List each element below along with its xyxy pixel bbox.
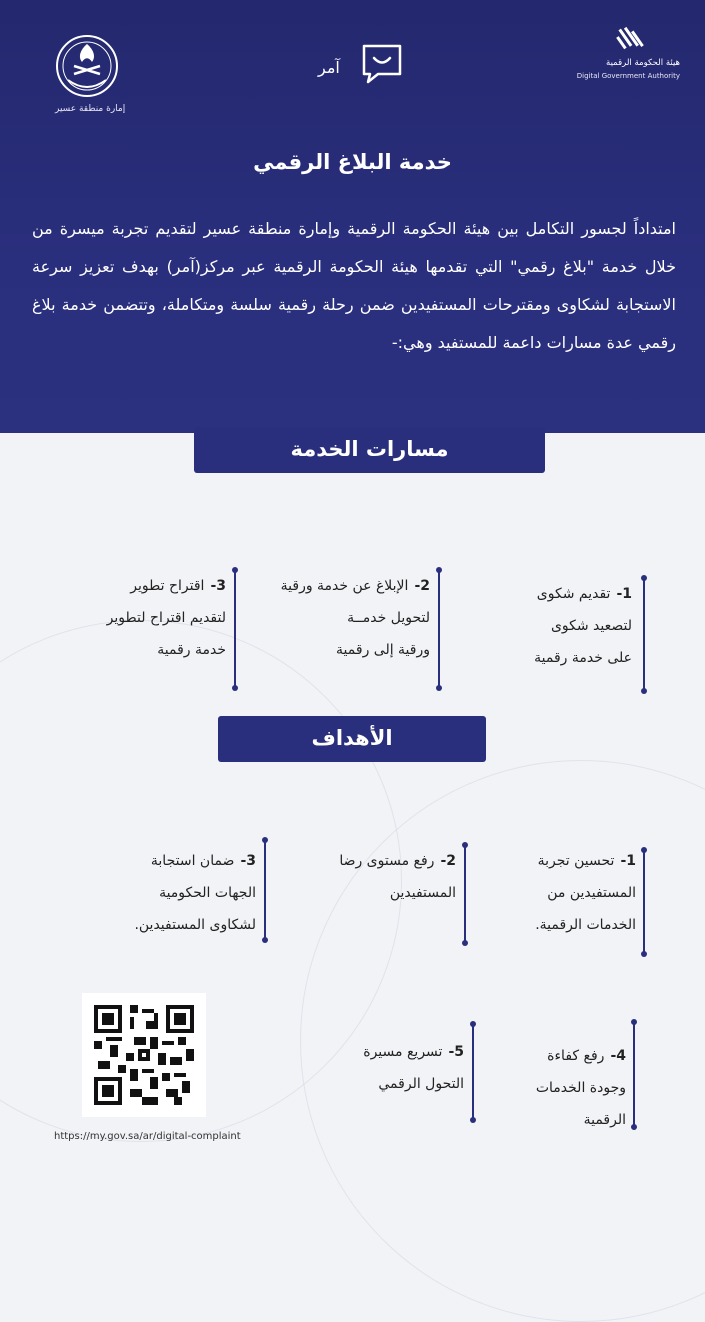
- goal-item-3: [56, 845, 256, 941]
- emblem-caption: إمارة منطقة عسير: [55, 104, 126, 114]
- goal-title: تحسين تجربة: [537, 853, 615, 869]
- goal-item-4: [470, 1040, 626, 1136]
- divider-line: [643, 850, 645, 954]
- qr-code[interactable]: [82, 993, 206, 1117]
- page-title: خدمة البلاغ الرقمي: [253, 150, 452, 174]
- dga-english-name: Digital Government Authority: [576, 72, 680, 80]
- dga-logo-icon: [580, 22, 680, 92]
- goals-heading: الأهداف: [218, 716, 486, 762]
- path-line: ورقية إلى رقمية: [336, 642, 430, 658]
- goal-title: رفع كفاءة: [547, 1048, 605, 1064]
- amr-label: آمر: [318, 58, 340, 77]
- path-line: لتحويل خدمــة: [347, 610, 430, 626]
- path-title: اقتراح تطوير: [130, 578, 205, 594]
- service-url[interactable]: https://my.gov.sa/ar/digital-complaint: [54, 1131, 241, 1142]
- path-item-3: [60, 570, 226, 666]
- path-line: خدمة رقمية: [157, 642, 226, 658]
- divider-line: [472, 1024, 474, 1120]
- path-item-1: [480, 578, 632, 674]
- goal-title: ضمان استجابة: [150, 853, 235, 869]
- goal-number: 3-: [240, 853, 256, 869]
- goal-title: رفع مستوى رضا: [339, 853, 435, 869]
- goal-line: المستفيدين من: [547, 885, 636, 901]
- goal-number: 5-: [448, 1044, 464, 1060]
- paths-heading: مسارات الخدمة: [194, 427, 545, 473]
- goal-line: الرقمية: [583, 1112, 626, 1128]
- path-number: 1-: [616, 586, 632, 602]
- path-title: تقديم شكوى: [536, 586, 611, 602]
- intro-paragraph: امتداداً لجسور التكامل بين هيئة الحكومة الرقمية وإمارة منطقة عسير لتقديم تجربة ميسرة من خلال خدمة "بلاغ رقمي" التي تقدمها هيئة الحكومة الرقمية عبر مركز(آمر) بهدف تعزيز سرعة الاستجابة لشكاوى ومقترحات المستفيدين ضمن رحلة رقمية سلسة ومتكاملة، وتتضمن خدمة بلاغ رقمي عدة مسارات داعمة للمستفيد وهي:-: [32, 219, 676, 352]
- goal-item-1: [470, 845, 636, 941]
- qr-code-icon: [94, 1005, 194, 1105]
- goal-number: 2-: [440, 853, 456, 869]
- goal-number: 4-: [610, 1048, 626, 1064]
- dga-arabic-name: هيئة الحكومة الرقمية: [606, 58, 680, 68]
- path-line: على خدمة رقمية: [534, 650, 632, 666]
- path-title: الإبلاغ عن خدمة ورقية: [280, 578, 409, 594]
- goal-title: تسريع مسيرة: [363, 1044, 443, 1060]
- path-line: لتقديم اقتراح لتطوير: [106, 610, 226, 626]
- path-item-2: [240, 570, 430, 666]
- goal-line: التحول الرقمي: [378, 1076, 464, 1092]
- goal-number: 1-: [620, 853, 636, 869]
- goal-line: لشكاوى المستفيدين.: [134, 917, 256, 933]
- path-number: 2-: [414, 578, 430, 594]
- goal-item-2: [280, 845, 456, 909]
- divider-line: [234, 570, 236, 688]
- divider-line: [643, 578, 645, 691]
- divider-line: [264, 840, 266, 940]
- divider-line: [633, 1022, 635, 1127]
- goal-line: المستفيدين: [389, 885, 456, 901]
- goal-line: الخدمات الرقمية.: [535, 917, 636, 933]
- divider-line: [438, 570, 440, 688]
- path-line: لتصعيد شكوى: [550, 618, 632, 634]
- goal-line: الجهات الحكومية: [159, 885, 256, 901]
- goal-line: وجودة الخدمات: [535, 1080, 626, 1096]
- header-banner: [0, 0, 705, 433]
- divider-line: [464, 845, 466, 943]
- goal-item-5: [290, 1036, 464, 1100]
- path-number: 3-: [210, 578, 226, 594]
